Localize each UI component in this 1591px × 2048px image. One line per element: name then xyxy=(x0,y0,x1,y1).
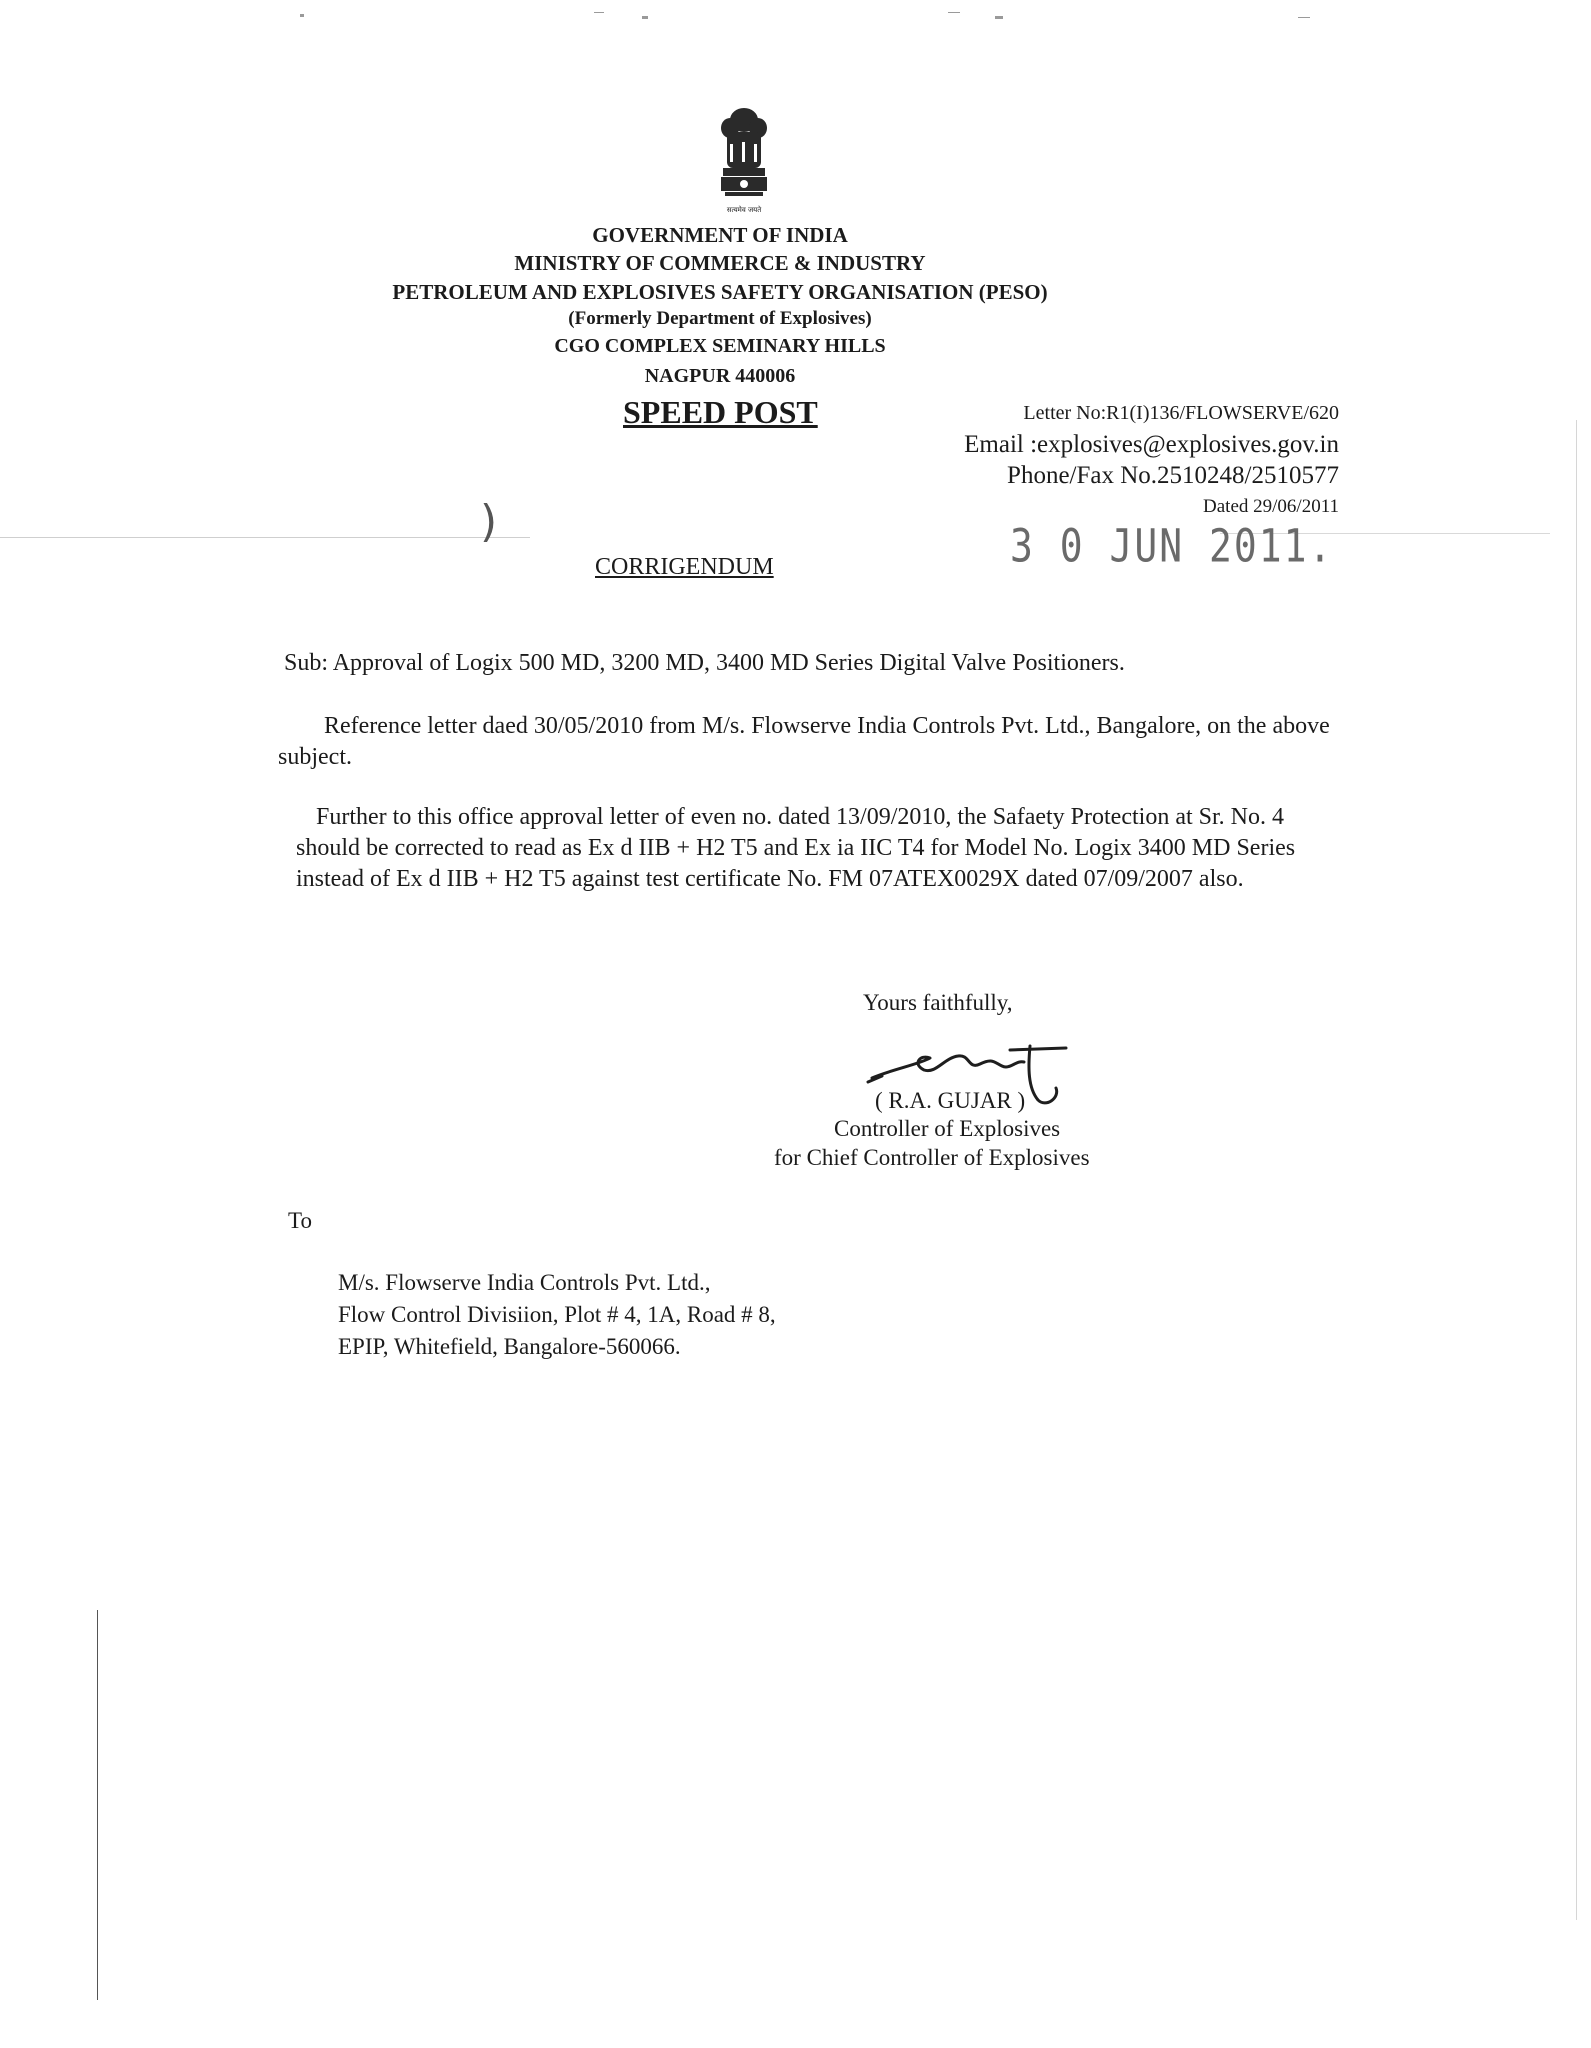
header-line-city: NAGPUR 440006 xyxy=(644,365,796,387)
received-date-stamp: 3 0 JUN 2011. xyxy=(1010,519,1334,573)
corrigendum-title: CORRIGENDUM xyxy=(595,554,774,580)
scan-speck xyxy=(594,12,604,13)
scan-edge-right xyxy=(1576,420,1577,1920)
main-paragraph: Further to this office approval letter of even no. dated 13/09/2010, the Safaety Protection at Sr. No. 4 should be corrected to read as Ex d IIB + H2 T5 and Ex ia IIC T4 for Model No. Logix 3400 MD Series instead of Ex d IIB + H2 T5 against test certificate No. FM 07ATEX0029X dated 07/09/2007 also. xyxy=(296,804,1296,892)
signatory-designation: Controller of Explosives xyxy=(834,1116,1061,1141)
header-line-formerly: (Formerly Department of Explosives) xyxy=(568,308,872,329)
scan-speck xyxy=(948,12,960,13)
email-line: Email :explosives@explosives.gov.in xyxy=(964,431,1339,458)
scan-edge-left xyxy=(97,1610,98,2000)
address-line-division: Flow Control Divisiion, Plot # 4, 1A, Road # 8, xyxy=(338,1302,776,1327)
letter-number: Letter No:R1(I)136/FLOWSERVE/620 xyxy=(1023,402,1339,424)
state-emblem-icon xyxy=(713,104,775,212)
phone-fax-line: Phone/Fax No.2510248/2510577 xyxy=(1007,462,1339,489)
address-line-city: EPIP, Whitefield, Bangalore-560066. xyxy=(338,1334,681,1359)
scan-line-left xyxy=(0,537,530,538)
scan-speck xyxy=(995,16,1003,19)
scan-speck xyxy=(1298,17,1310,18)
header-line-government: GOVERNMENT OF INDIA xyxy=(592,223,848,247)
reference-paragraph: Reference letter daed 30/05/2010 from M/s. Flowserve India Controls Pvt. Ltd., Bangalore, on the above subject. xyxy=(278,713,1330,770)
dated-line: Dated 29/06/2011 xyxy=(1203,496,1339,517)
subject-line: Sub: Approval of Logix 500 MD, 3200 MD, 3400 MD Series Digital Valve Positioners. xyxy=(284,650,1125,676)
header-line-peso: PETROLEUM AND EXPLOSIVES SAFETY ORGANISATION (PESO) xyxy=(392,280,1048,304)
closing-line: Yours faithfully, xyxy=(863,990,1013,1015)
scan-speck xyxy=(642,16,648,19)
signatory-on-behalf: for Chief Controller of Explosives xyxy=(774,1145,1090,1170)
to-label: To xyxy=(288,1208,312,1233)
header-line-ministry: MINISTRY OF COMMERCE & INDUSTRY xyxy=(514,251,926,275)
speed-post-label: SPEED POST xyxy=(623,394,818,430)
scan-speck xyxy=(300,14,304,17)
address-line-company: M/s. Flowserve India Controls Pvt. Ltd., xyxy=(338,1270,711,1295)
emblem-caption: सत्यमेव जयते xyxy=(726,206,762,214)
margin-bracket-mark: ) xyxy=(480,496,498,547)
signatory-name: ( R.A. GUJAR ) xyxy=(875,1088,1026,1113)
header-line-address: CGO COMPLEX SEMINARY HILLS xyxy=(554,335,886,357)
